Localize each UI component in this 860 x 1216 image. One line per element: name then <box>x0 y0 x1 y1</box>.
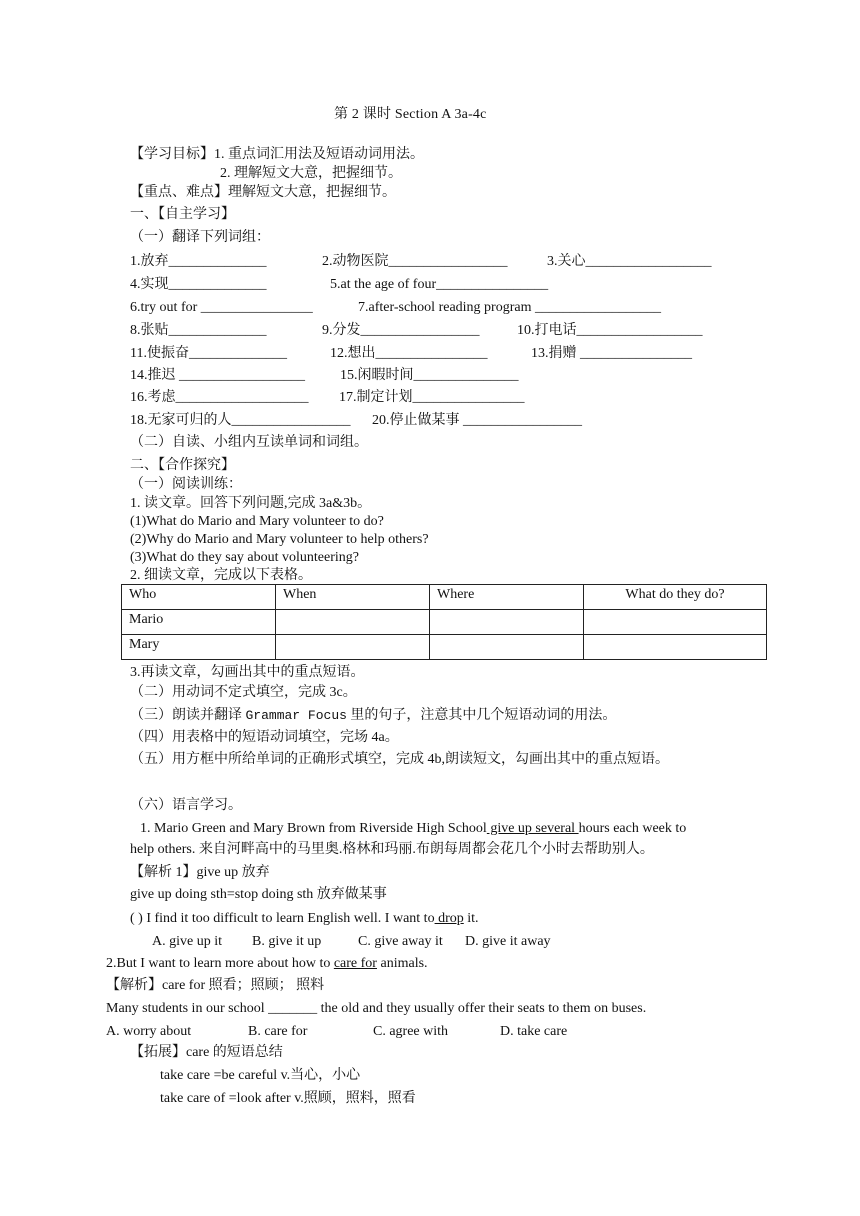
table-header-cell: Who <box>122 585 276 610</box>
exercise-1-option: A. give up it <box>152 934 222 949</box>
sentence-2 <box>106 955 428 973</box>
phrase-item: 11.使振奋______________ <box>130 346 287 361</box>
exercise-text: ( ) I find it too difficult to learn English well. I want to <box>130 911 435 926</box>
underlined-phrase: give up several <box>486 821 579 836</box>
part1-sub1: （一）翻译下列词组： <box>130 230 270 245</box>
phrase-item: 2.动物医院_________________ <box>322 254 508 269</box>
table-cell[interactable] <box>584 610 767 635</box>
part2-sub5: （五）用方框中所给单词的正确形式填空，完成 4b,朗读短文，勾画出其中的重点短语。 <box>130 752 669 767</box>
part1-sub2: （二）自读、小组内互读单词和词组。 <box>130 435 368 450</box>
table-header-cell: When <box>276 585 430 610</box>
phrase-item: 9.分发_________________ <box>322 323 480 338</box>
analysis-1-eq: give up doing sth=stop doing sth 放弃做某事 <box>130 887 387 902</box>
table-cell: Mario <box>122 610 276 635</box>
sentence-1 <box>140 820 686 838</box>
table-cell[interactable] <box>276 610 430 635</box>
exercise-2-option: C. agree with <box>373 1024 449 1039</box>
phrase-item: 4.实现______________ <box>130 277 267 292</box>
phrase-item: 5.at the age of four________________ <box>330 277 549 292</box>
phrase-item: 6.try out for ________________ <box>130 300 313 315</box>
phrase-item: 12.想出________________ <box>330 346 488 361</box>
exercise-2-option: A. worry about <box>106 1024 192 1039</box>
sentence-text: animals. <box>376 956 428 971</box>
phrase-item: 15.闲暇时间_______________ <box>340 368 519 383</box>
question-intro: 1. 读文章。回答下列问题,完成 3a&3b。 <box>130 496 372 511</box>
part2-sub1: （一）阅读训练： <box>130 477 242 492</box>
exercise-2: Many students in our school _______ the old and they usually offer their seats to them on buses. <box>106 1001 647 1016</box>
sub3-text: （三）朗读并翻译 <box>130 708 246 723</box>
table-row <box>122 635 767 660</box>
part2-sub4: （四）用表格中的短语动词填空，完场 4a。 <box>130 730 399 745</box>
analysis-1: 【解析 1】give up 放弃 <box>130 865 270 880</box>
phrase-item: 18.无家可归的人_________________ <box>130 413 351 428</box>
analysis-2: 【解析】care for 照看；照顾； 照料 <box>106 978 325 993</box>
phrase-item: 1.放弃______________ <box>130 254 267 269</box>
page-title: 第 2 课时 Section A 3a-4c <box>334 107 487 122</box>
learning-goals-2: 2. 理解短文大意，把握细节。 <box>220 166 402 181</box>
exercise-1-option: C. give away it <box>358 934 443 949</box>
table-header-cell: Where <box>430 585 584 610</box>
phrase-item: 20.停止做某事 _________________ <box>372 413 582 428</box>
step3: 3.再读文章，勾画出其中的重点短语。 <box>130 665 365 680</box>
table-cell[interactable] <box>430 610 584 635</box>
exercise-1-option: D. give it away <box>465 934 551 949</box>
part1-heading: 一、【自主学习】 <box>130 207 235 222</box>
table-cell[interactable] <box>430 635 584 660</box>
part6-heading: （六）语言学习。 <box>130 798 242 813</box>
question-item: (2)Why do Mario and Mary volunteer to help others? <box>130 532 429 547</box>
exercise-2-option: D. take care <box>500 1024 568 1039</box>
table-header-row <box>122 585 767 610</box>
table-row <box>122 610 767 635</box>
exercise-1-option: B. give it up <box>252 934 322 949</box>
table-cell[interactable] <box>584 635 767 660</box>
phrase-item: 8.张贴______________ <box>130 323 267 338</box>
phrase-item: 16.考虑___________________ <box>130 390 309 405</box>
question-item: (3)What do they say about volunteering? <box>130 550 359 565</box>
table-cell[interactable] <box>276 635 430 660</box>
part2-sub2: （二）用动词不定式填空，完成 3c。 <box>130 685 357 700</box>
phrase-item: 14.推迟 __________________ <box>130 368 305 383</box>
phrase-item: 13.捐赠 ________________ <box>531 346 692 361</box>
reading-table <box>121 584 767 660</box>
table-header-cell: What do they do? <box>584 585 767 610</box>
extension-item: take care of =look after v.照顾，照料，照看 <box>160 1091 416 1106</box>
sentence-1-line2: help others. 来自河畔高中的马里奥.格林和玛丽.布朗每周都会花几个小时去帮助别人。 <box>130 842 654 857</box>
extension-item: take care =be careful v.当心，小心 <box>160 1068 361 1083</box>
sentence-text: hours each week to <box>578 821 687 836</box>
underlined-phrase: care for <box>333 956 377 971</box>
extension-heading: 【拓展】care 的短语总结 <box>130 1045 283 1060</box>
table-intro: 2. 细读文章，完成以下表格。 <box>130 568 312 583</box>
part2-sub3 <box>130 707 616 725</box>
sentence-text: 2.But I want to learn more about how to <box>106 956 334 971</box>
table-cell: Mary <box>122 635 276 660</box>
phrase-item: 7.after-school reading program __________________ <box>358 300 661 315</box>
exercise-1 <box>130 910 479 928</box>
exercise-text: it. <box>463 911 479 926</box>
exercise-2-option: B. care for <box>248 1024 308 1039</box>
key-points: 【重点、难点】理解短文大意，把握细节。 <box>130 185 396 200</box>
part2-heading: 二、【合作探究】 <box>130 458 235 473</box>
phrase-item: 3.关心__________________ <box>547 254 712 269</box>
question-item: (1)What do Mario and Mary volunteer to do? <box>130 514 384 529</box>
learning-goals: 【学习目标】1. 重点词汇用法及短语动词用法。 <box>130 147 424 162</box>
phrase-item: 17.制定计划________________ <box>339 390 525 405</box>
grammar-focus-label: Grammar Focus <box>245 708 347 723</box>
sentence-text: 1. Mario Green and Mary Brown from Riverside High School <box>140 821 487 836</box>
underlined-word: drop <box>434 911 464 926</box>
sub3-text: 里的句子，注意其中几个短语动词的用法。 <box>346 708 617 723</box>
phrase-item: 10.打电话__________________ <box>517 323 703 338</box>
